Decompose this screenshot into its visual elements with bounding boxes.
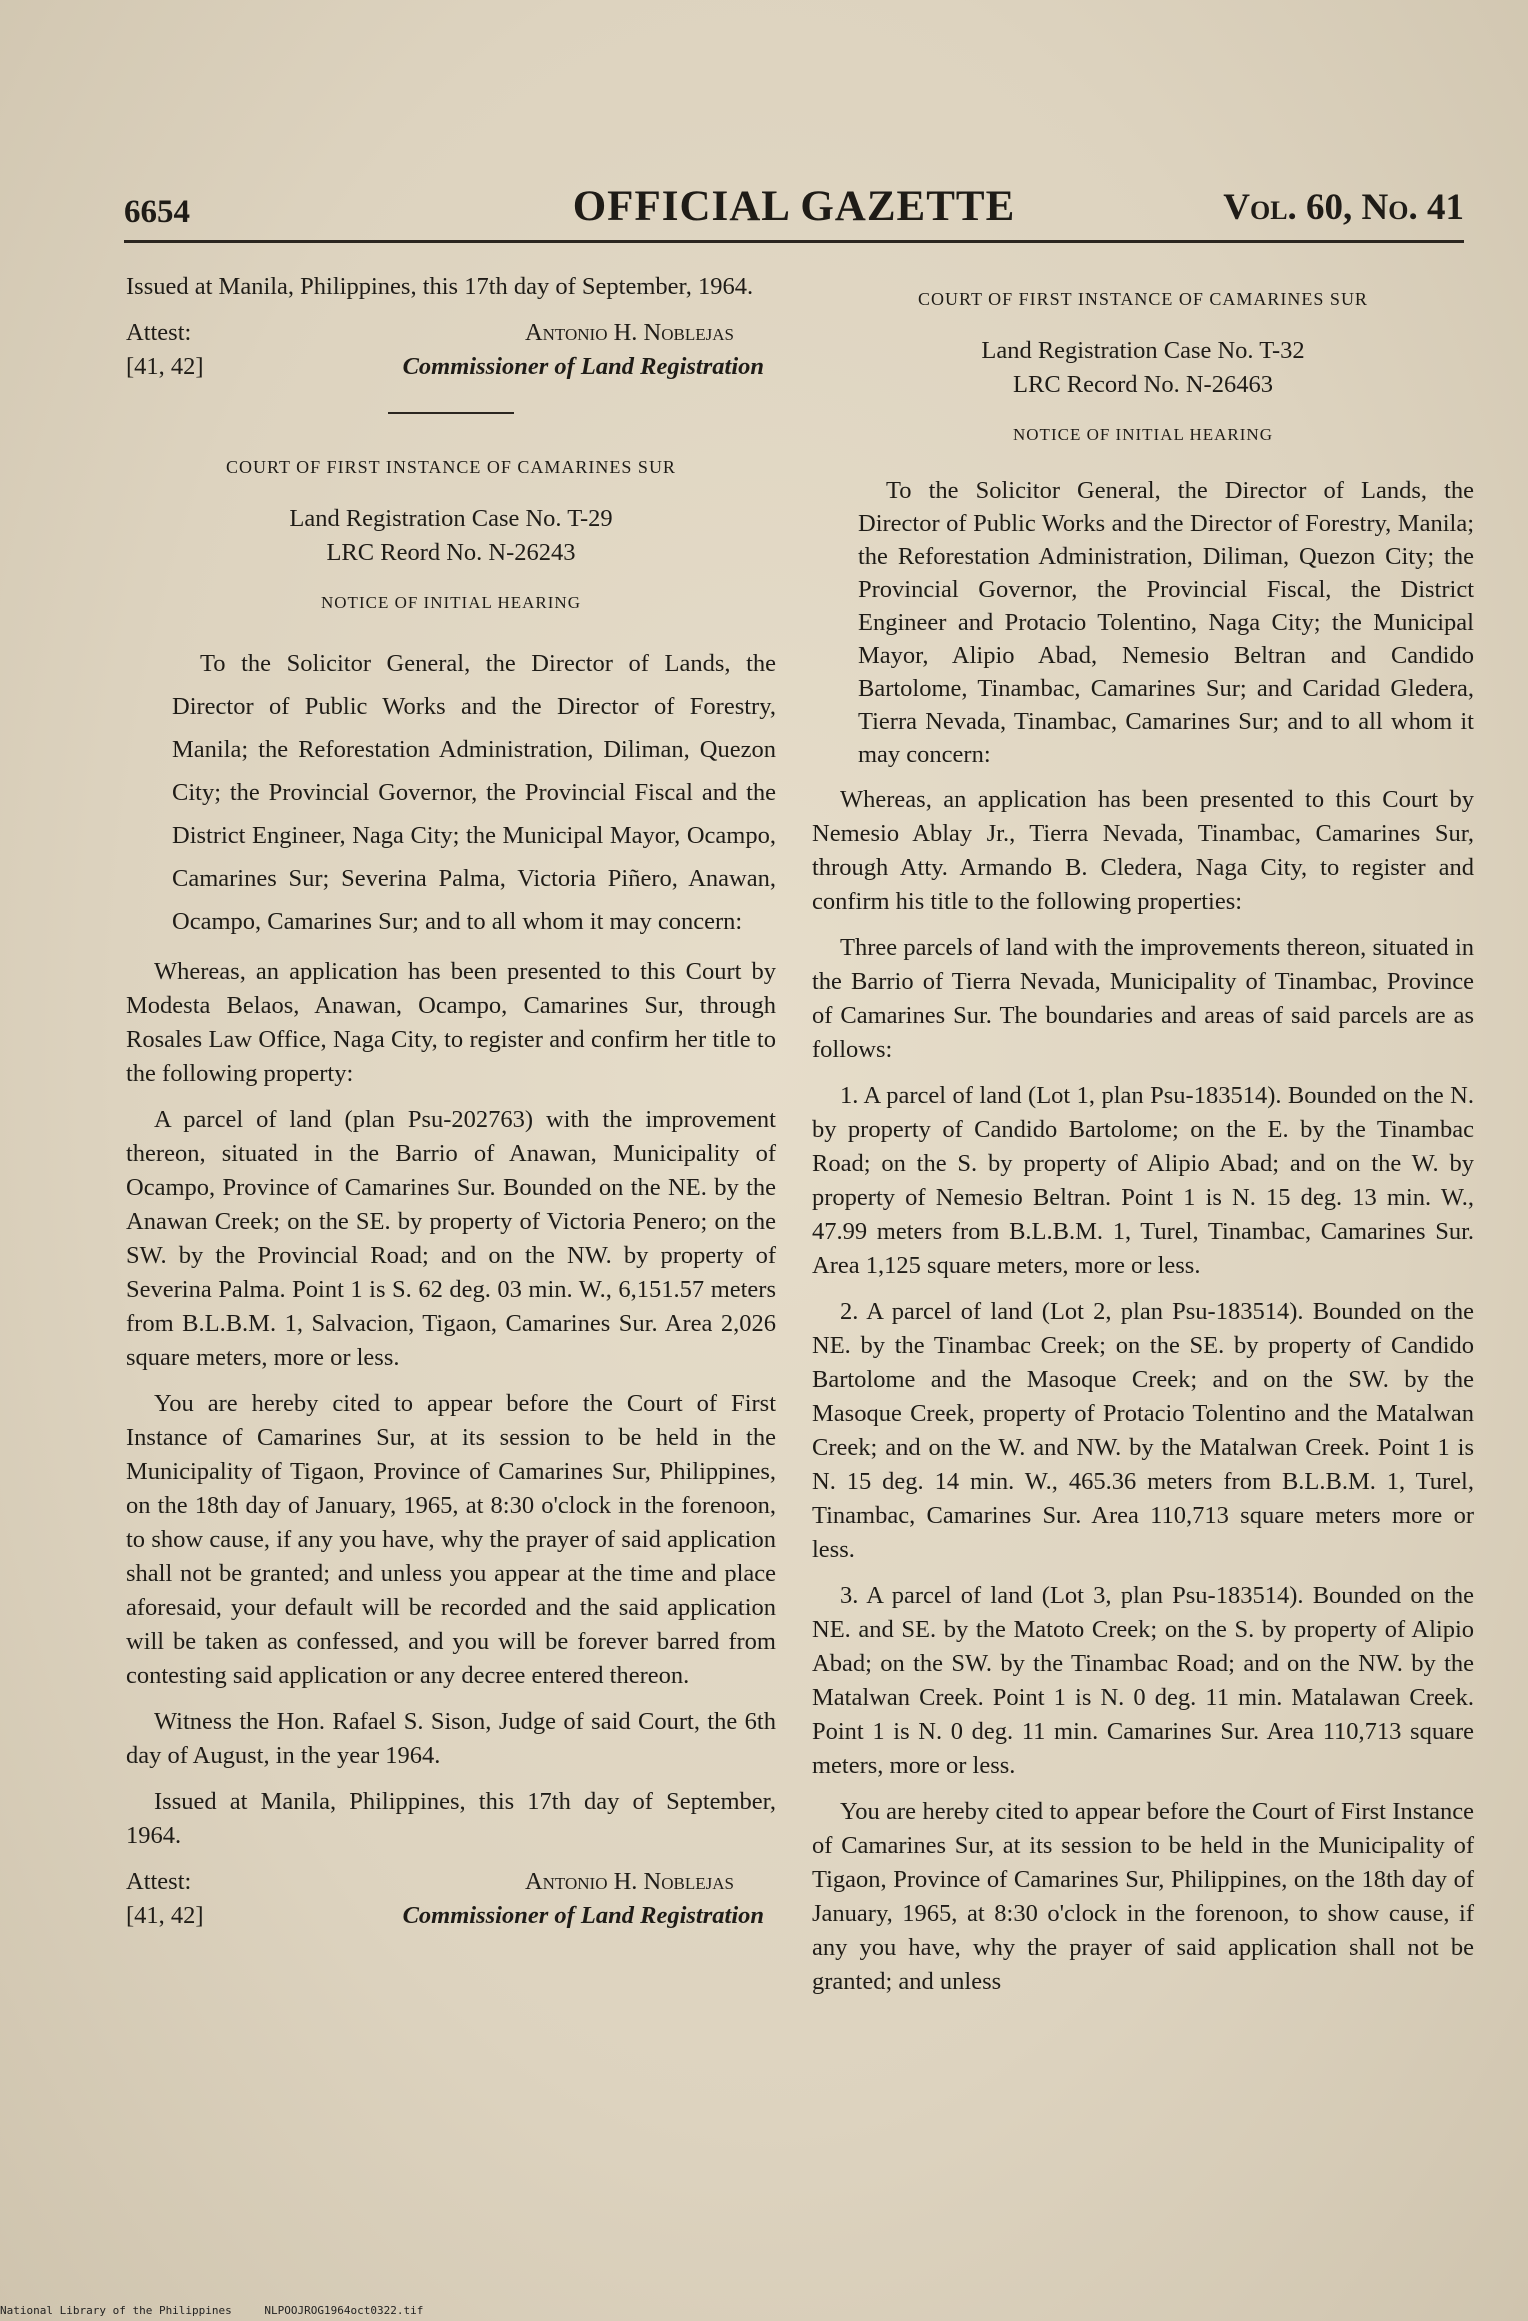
header-rule: [124, 240, 1464, 243]
gazette-title: OFFICIAL GAZETTE: [572, 183, 1016, 230]
case-number: Land Registration Case No. T-29: [289, 505, 613, 532]
attest-line: [126, 316, 776, 350]
volume-number: Vol. 60, No. 41: [1223, 187, 1464, 228]
addressee-block-right: To the Solicitor General, the Director of Lands, the Director of Public Works and the Director of Forestry, Manila; the Reforestation Administration, Diliman, Quezon City; the Provincial Governor, the Provincial Fiscal, the District Engineer and Protacio Tolentino, Naga City; the Municipal Mayor, Alipio Abad, Nemesio Beltran and Candido Bartolome, Tinambac, Camarines Sur; and Caridad Gledera, Tierra Nevada, Tinambac, Camarines Sur; and to all whom it may concern:: [858, 477, 1474, 768]
notice-heading: NOTICE OF INITIAL HEARING: [321, 593, 581, 612]
court-heading: COURT OF FIRST INSTANCE OF CAMARINES SUR: [226, 457, 676, 477]
issued-line-2: Issued at Manila, Philippines, this 17th day of September, 1964.: [126, 1788, 776, 1849]
notice-heading-right: NOTICE OF INITIAL HEARING: [1013, 425, 1273, 444]
addressee-block: To the Solicitor General, the Director of Lands, the Director of Public Works and the Director of Forestry, Manila; the Reforestation Administration, Diliman, Quezon City; the Provincial Governor, the Provincial Fiscal and the District Engineer, Naga City; the Municipal Mayor, Ocampo, Camarines Sur; Severina Palma, Victoria Piñero, Anawan, Ocampo, Camarines Sur; and to all whom it may concern:: [172, 650, 776, 935]
lrc-record-right: LRC Record No. N-26463: [1013, 371, 1273, 398]
parcels-intro: Three parcels of land with the improvements thereon, situated in the Barrio of Tierra Nevada, Municipality of Tinambac, Province of Camarines Sur. The boundaries and areas of said parcels are as follows:: [812, 934, 1474, 1063]
attest-title-line: [126, 350, 776, 384]
lot-2-paragraph: 2. A parcel of land (Lot 2, plan Psu-183514). Bounded on the NE. by the Tinambac Creek; on the SE. by property of Candido Bartolome and the Masoque Creek; and on the SW. by the Masoque Creek, property of Protacio Tolentino and the Matalwan Creek; and on the W. and NW. by the Matalwan Creek. Point 1 is N. 15 deg. 14 min. W., 465.36 meters from B.L.B.M. 1, Turel, Tinambac, Camarines Sur. Area 110,713 square meters more or less.: [812, 1298, 1474, 1563]
right-column: [812, 270, 1474, 2011]
witness-paragraph: Witness the Hon. Rafael S. Sison, Judge of said Court, the 6th day of August, in the year 1964.: [126, 1708, 776, 1769]
page-number: 6654: [124, 194, 190, 230]
attest-title-2: Commissioner of Land Registration: [402, 1902, 764, 1929]
library-credit: National Library of the Philippines: [0, 2304, 232, 2317]
attest-title: Commissioner of Land Registration: [402, 353, 764, 380]
lot-1-paragraph: 1. A parcel of land (Lot 1, plan Psu-183514). Bounded on the N. by property of Candido Bartolome; on the E. by the Tinambac Road; on the S. by property of Alipio Abad; and on the W. by property of Nemesio Beltran. Point 1 is N. 15 deg. 13 min. W., 47.99 meters from B.L.B.M. 1, Turel, Tinambac, Camarines Sur. Area 1,125 square meters, more or less.: [812, 1082, 1474, 1279]
attest-label-2: Attest:: [126, 1868, 192, 1895]
attest-ref-2: [41, 42]: [126, 1902, 204, 1929]
section-divider: [388, 412, 514, 414]
attest-label: Attest:: [126, 319, 192, 346]
scan-footer: [0, 2304, 449, 2317]
attest-name-2: Antonio H. Noblejas: [524, 1868, 734, 1895]
issued-line: Issued at Manila, Philippines, this 17th day of September, 1964.: [126, 273, 754, 300]
lot-3-paragraph: 3. A parcel of land (Lot 3, plan Psu-183514). Bounded on the NE. and SE. by the Matoto Creek; on the S. by property of Alipio Abad; on the SW. by the Tinambac Road; and on the NW. by the Matalwan Creek. Point 1 is N. 0 deg. 11 min. Matalawan Creek. Point 1 is N. 0 deg. 11 min. Camarines Sur. Area 110,713 square meters, more or less.: [812, 1582, 1474, 1779]
file-name: NLPOOJROG1964oct0322.tif: [264, 2304, 424, 2317]
case-number-right: Land Registration Case No. T-32: [981, 337, 1305, 364]
whereas-paragraph: Whereas, an application has been presented to this Court by Modesta Belaos, Anawan, Ocampo, Camarines Sur, through Rosales Law Office, Naga City, to register and confirm her title to the following property:: [126, 958, 776, 1087]
court-heading-right: COURT OF FIRST INSTANCE OF CAMARINES SUR: [918, 289, 1368, 309]
citation-paragraph-right: You are hereby cited to appear before the Court of First Instance of Camarines Sur, at its session to be held in the Municipality of Tigaon, Province of Camarines Sur, Philippines, on the 18th day of January, 1965, at 8:30 o'clock in the forenoon, to show cause, if any you have, why the prayer of said application shall not be granted; and unless: [812, 1798, 1474, 1995]
attest-title-line-2: [126, 1899, 776, 1933]
attest-ref: [41, 42]: [126, 353, 204, 380]
lrc-record: LRC Reord No. N-26243: [326, 539, 576, 566]
whereas-paragraph-right: Whereas, an application has been presented to this Court by Nemesio Ablay Jr., Tierra Nevada, Tinambac, Camarines Sur, through Atty. Armando B. Cledera, Naga City, to register and confirm his title to the following properties:: [812, 786, 1474, 915]
left-column: [126, 270, 776, 1933]
parcel-paragraph: A parcel of land (plan Psu-202763) with the improvement thereon, situated in the Barrio of Anawan, Municipality of Ocampo, Province of Camarines Sur. Bounded on the NE. by the Anawan Creek; on the SE. by property of Victoria Penero; on the SW. by the Provincial Road; and on the NW. by property of Severina Palma. Point 1 is S. 62 deg. 03 min. W., 6,151.57 meters from B.L.B.M. 1, Salvacion, Tigaon, Camarines Sur. Area 2,026 square meters, more or less.: [126, 1106, 776, 1371]
page-header: [124, 182, 1464, 242]
attest-name: Antonio H. Noblejas: [524, 319, 734, 346]
citation-paragraph: You are hereby cited to appear before the Court of First Instance of Camarines Sur, at its session to be held in the Municipality of Tigaon, Province of Camarines Sur, Philippines, on the 18th day of January, 1965, at 8:30 o'clock in the forenoon, to show cause, if any you have, why the prayer of said application shall not be granted; and unless you appear at the time and place aforesaid, your default will be recorded and the said application will be taken as confessed, and you will be forever barred from contesting said application or any decree entered thereon.: [126, 1390, 776, 1689]
attest-line-2: [126, 1865, 776, 1899]
